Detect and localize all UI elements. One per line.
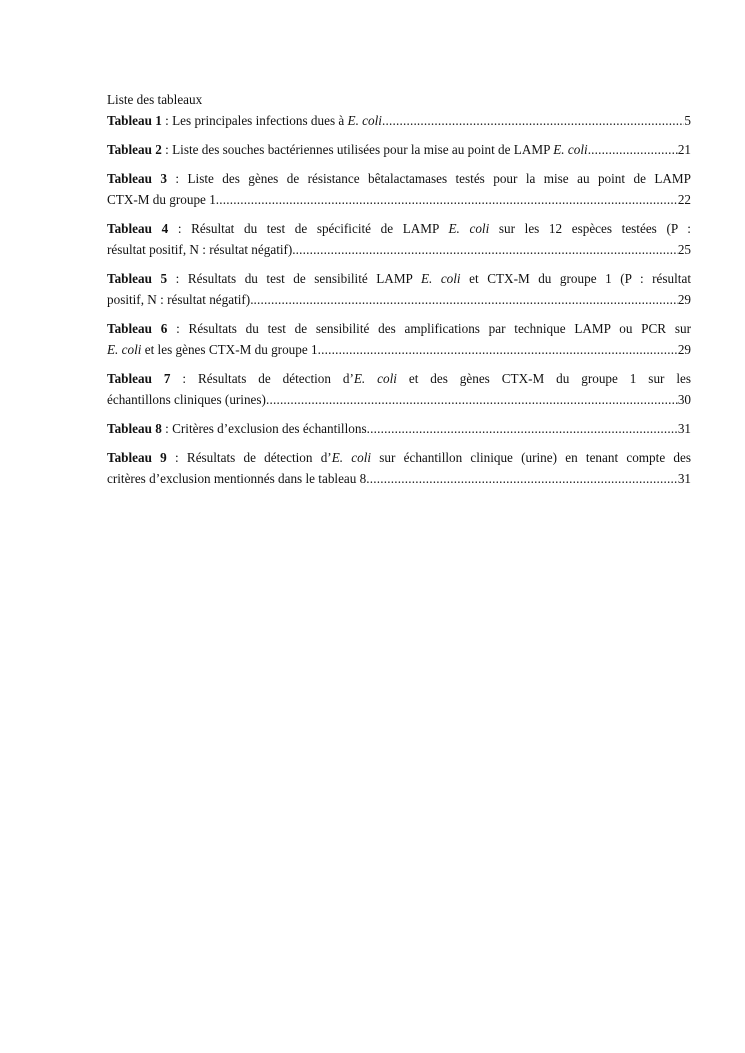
toc-entry-tableau-7[interactable] (107, 368, 691, 410)
entry-text: et les gènes CTX-M du groupe 1 (141, 342, 318, 357)
leader-dots (588, 139, 678, 160)
leader-dots (382, 110, 684, 131)
leader-dots (366, 468, 678, 489)
entry-label: Tableau 8 (107, 421, 162, 436)
entry-italic: E. coli (107, 342, 142, 357)
toc-entry-tableau-6[interactable] (107, 318, 691, 360)
entry-text: et des gènes CTX-M du groupe 1 sur les (396, 371, 691, 386)
entry-text: critères d’exclusion mentionnés dans le tableau 8 (107, 471, 367, 486)
list-title: Liste des tableaux (107, 92, 203, 107)
entry-text: : Résultat du test de spécificité de LAMP (168, 221, 449, 236)
leader-dots (266, 389, 678, 410)
entry-italic: E. coli (448, 221, 490, 236)
leader-dots (367, 418, 678, 439)
page-number: 29 (677, 292, 691, 307)
page-number: 22 (677, 192, 691, 207)
entry-line-1 (107, 218, 691, 239)
toc-entry-tableau-2[interactable] (107, 139, 691, 160)
entry-text: CTX-M du groupe 1 (107, 192, 216, 207)
entry-text: : Résultats du test de sensibilité des amplifications par technique LAMP ou PCR sur (167, 321, 691, 336)
toc-page (107, 88, 691, 489)
page-number: 31 (677, 471, 691, 486)
entry-label: Tableau 9 (107, 450, 167, 465)
entry-text: positif, N : résultat négatif). (107, 292, 254, 307)
leader-dots (216, 189, 678, 210)
entry-line-1 (107, 268, 691, 289)
entry-text: échantillons cliniques (urines) (107, 392, 266, 407)
entry-text: et CTX-M du groupe 1 (P : résultat (460, 271, 691, 286)
entry-text: : Les principales infections dues à (161, 113, 348, 128)
entry-label: Tableau 1 (107, 113, 162, 128)
toc-entry-tableau-5[interactable] (107, 268, 691, 310)
entry-line-1 (107, 447, 691, 468)
toc-entry-tableau-1[interactable] (107, 110, 691, 131)
page-number: 25 (677, 242, 691, 257)
leader-dots (254, 289, 678, 310)
entry-italic: E. coli (331, 450, 372, 465)
entry-text: résultat positif, N : résultat négatif). (107, 242, 296, 257)
page-number: 31 (677, 421, 691, 436)
page-number: 5 (684, 113, 691, 128)
entry-label: Tableau 2 (107, 142, 162, 157)
entry-label: Tableau 3 (107, 171, 167, 186)
toc-entry-tableau-9[interactable] (107, 447, 691, 489)
entry-italic: E. coli (420, 271, 461, 286)
toc-entry-tableau-8[interactable] (107, 418, 691, 439)
toc-entry-tableau-3[interactable] (107, 168, 691, 210)
entry-line-1 (107, 368, 691, 389)
entry-text: : Résultats du test de sensibilité LAMP (167, 271, 421, 286)
entry-italic: E. coli (553, 142, 588, 157)
entry-line-1 (107, 168, 691, 189)
entry-label: Tableau 5 (107, 271, 168, 286)
entry-label: Tableau 6 (107, 321, 168, 336)
page-number: 29 (677, 342, 691, 357)
entry-italic: E. coli (353, 371, 397, 386)
entry-text: : Liste des souches bactériennes utilisées pour la mise au point de LAMP (161, 142, 554, 157)
entry-italic: E. coli (347, 113, 382, 128)
toc-entry-tableau-4[interactable] (107, 218, 691, 260)
entry-text: sur échantillon clinique (urine) en tenant compte des (371, 450, 691, 465)
page-number: 30 (677, 392, 691, 407)
leader-dots (318, 339, 678, 360)
entry-text: : Résultats de détection d’ (166, 450, 332, 465)
entry-text: : Liste des gènes de résistance bêtalactamases testés pour la mise au point de LAMP (166, 171, 691, 186)
page-number: 21 (677, 142, 691, 157)
entry-text: : Critères d’exclusion des échantillons (161, 421, 367, 436)
entry-label: Tableau 4 (107, 221, 169, 236)
leader-dots (296, 239, 678, 260)
entry-text: : Résultats de détection d’ (170, 371, 354, 386)
entry-line-1 (107, 318, 691, 339)
entry-label: Tableau 7 (107, 371, 171, 386)
entry-text: sur les 12 espèces testées (P : (489, 221, 691, 236)
